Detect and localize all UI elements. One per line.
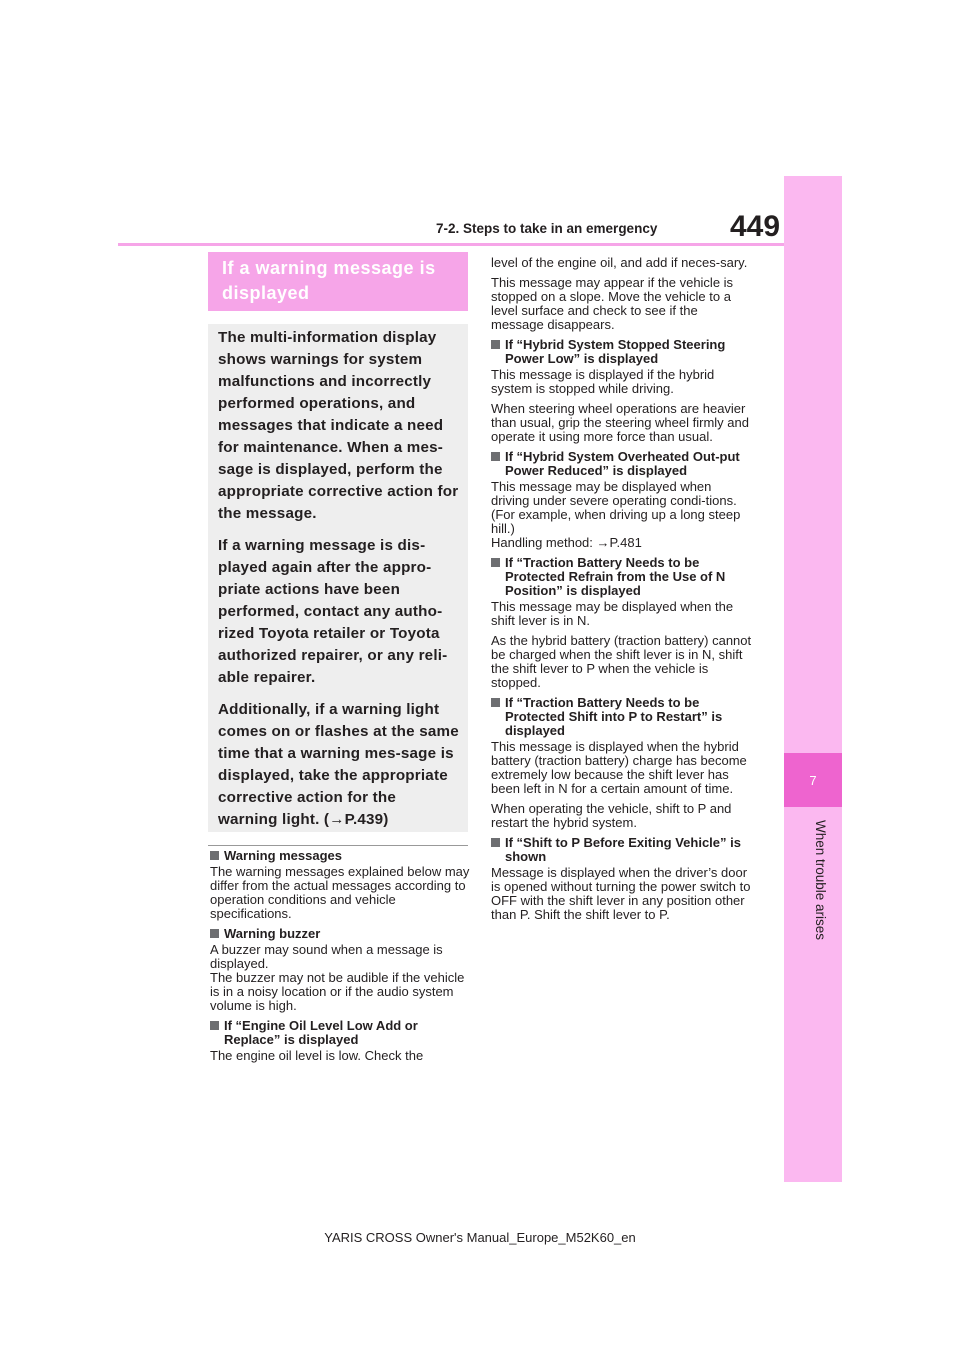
bullet-square-icon	[491, 340, 500, 349]
subsection-heading	[210, 927, 472, 941]
subsection-heading-text: If “Traction Battery Needs to be Protected Refrain from the Use of N Position” is displayed	[505, 555, 726, 598]
column-divider	[208, 845, 468, 846]
bullet-square-icon	[491, 558, 500, 567]
header-divider	[118, 243, 784, 246]
body-paragraph: When steering wheel operations are heavier than usual, grip the steering wheel firmly and operate it using more force than usual.	[491, 401, 749, 444]
body-paragraph: This message may appear if the vehicle is stopped on a slope. Move the vehicle to a level surface and check to see if the message disappears.	[491, 275, 734, 332]
body-paragraph: This message is displayed when the hybrid battery (traction battery) charge has become extremely low because the shift lever has been left in N for a certain amount of time.	[491, 739, 747, 796]
page-number: 449	[730, 210, 781, 243]
chapter-title: When trouble arises	[813, 820, 828, 941]
intro-paragraph: Additionally, if a warning light comes on or flashes at the same time that a warning mes-sage is displayed, take the appropriate corrective action for the warning light. (→P.439)	[218, 701, 459, 828]
body-paragraph: level of the engine oil, and add if neces-sary.	[491, 255, 748, 270]
subsection-heading	[491, 338, 753, 366]
bullet-square-icon	[491, 838, 500, 847]
left-column	[210, 849, 472, 1069]
body-paragraph: The engine oil level is low. Check the	[210, 1048, 424, 1063]
body-paragraph: When operating the vehicle, shift to P and restart the hybrid system.	[491, 801, 732, 830]
subsection-heading-text: If “Hybrid System Overheated Out-put Power Reduced” is displayed	[505, 449, 740, 478]
section-banner: If a warning message is displayed	[208, 252, 468, 311]
intro-paragraph: The multi-information display shows warnings for system malfunctions and incorrectly performed operations, and messages that indicate a need for maintenance. When a mes-sage is displayed, perform the appropriate corrective action for the message.	[218, 329, 459, 522]
chapter-number: 7	[784, 753, 842, 807]
right-column	[491, 256, 753, 928]
body-paragraph: The warning messages explained below may differ from the actual messages according to operation conditions and vehicle specifications.	[210, 864, 470, 921]
subsection-heading	[210, 1019, 472, 1047]
subsection-heading-text: If “Shift to P Before Exiting Vehicle” is shown	[505, 835, 741, 864]
intro-paragraph: If a warning message is dis-played again after the appro-priate actions have been performed, contact any autho-rized Toyota retailer or Toyota authorized repairer, or any reli-able repairer.	[218, 537, 448, 686]
subsection-heading-text: If “Hybrid System Stopped Steering Power Low” is displayed	[505, 337, 726, 366]
intro-box	[208, 324, 468, 832]
chapter-side-tab	[784, 176, 842, 1182]
body-paragraph: This message is displayed if the hybrid system is stopped while driving.	[491, 367, 715, 396]
bullet-square-icon	[491, 698, 500, 707]
footer-text: YARIS CROSS Owner's Manual_Europe_M52K60_en	[324, 1230, 636, 1245]
subsection-heading	[210, 849, 472, 863]
subsection-heading-text: Warning buzzer	[224, 926, 321, 941]
subsection-heading-text: If “Engine Oil Level Low Add or Replace” is displayed	[224, 1018, 418, 1047]
body-paragraph: This message may be displayed when driving under severe operating condi-tions. (For example, when driving up a long steep hill.) Handling method: →P.481	[491, 479, 741, 550]
body-paragraph: A buzzer may sound when a message is displayed. The buzzer may not be audible if the vehicle is in a noisy location or if the audio system volume is high.	[210, 942, 465, 1013]
bullet-square-icon	[210, 929, 219, 938]
bullet-square-icon	[491, 452, 500, 461]
bullet-square-icon	[210, 1021, 219, 1030]
body-paragraph: This message may be displayed when the shift lever is in N.	[491, 599, 734, 628]
section-title: 7-2. Steps to take in an emergency	[436, 221, 658, 236]
subsection-heading-text: Warning messages	[224, 848, 343, 863]
subsection-heading	[491, 556, 753, 598]
subsection-heading	[491, 450, 753, 478]
body-paragraph: As the hybrid battery (traction battery) cannot be charged when the shift lever is in N, shift the shift lever to P when the vehicle is stopped.	[491, 633, 752, 690]
body-paragraph: Message is displayed when the driver’s door is opened without turning the power switch to OFF with the shift lever in any position other than P. Shift the shift lever to P.	[491, 865, 751, 922]
bullet-square-icon	[210, 851, 219, 860]
subsection-heading-text: If “Traction Battery Needs to be Protected Shift into P to Restart” is displayed	[505, 695, 723, 738]
subsection-heading	[491, 696, 753, 738]
subsection-heading	[491, 836, 753, 864]
